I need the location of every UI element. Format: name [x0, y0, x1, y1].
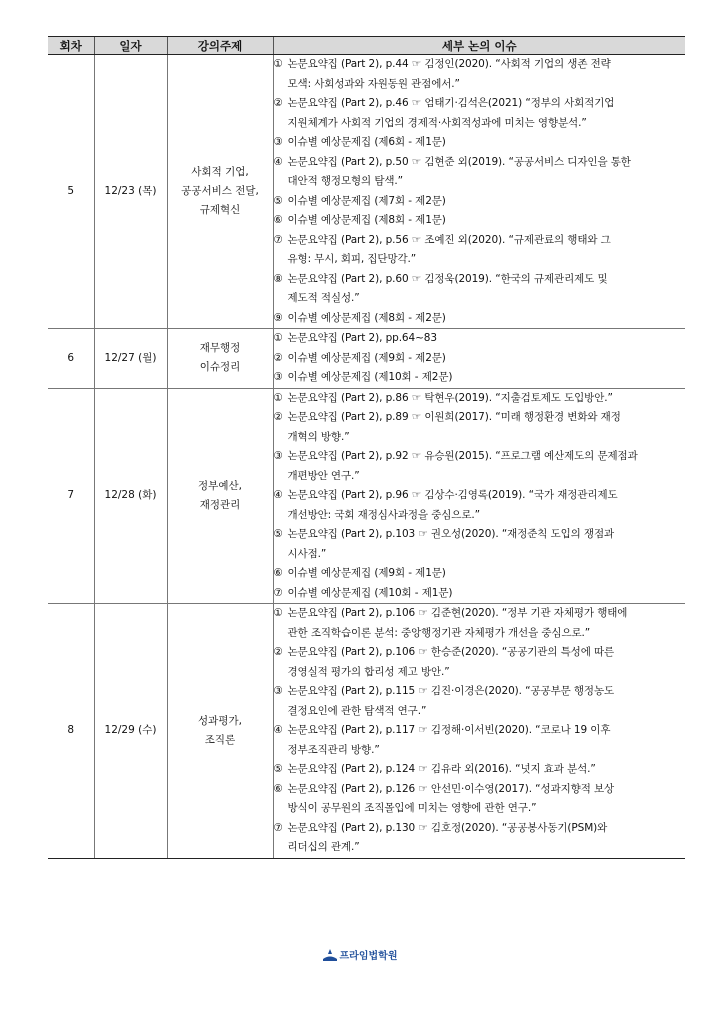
session-number: 7 [48, 388, 94, 604]
issue-text-line: 논문요약집 (Part 2), p.89 ☞ 이원희(2017). “미래 행정환경 변화와 재정 [287, 411, 621, 423]
issue-marker: ① [273, 332, 283, 344]
issue-text [288, 760, 686, 780]
issue-item [274, 94, 686, 133]
issue-item [274, 682, 686, 721]
issue-marker: ③ [273, 685, 283, 697]
issue-list [273, 604, 685, 859]
issue-text [288, 55, 686, 94]
session-topic [167, 329, 273, 389]
issue-text [288, 231, 686, 270]
header-date: 일자 [94, 37, 167, 55]
issue-item [274, 584, 686, 604]
issue-marker: ⑥ [273, 214, 283, 226]
issue-text-line: 리더십의 관계.” [287, 841, 360, 853]
issue-text [288, 349, 686, 369]
table-row [48, 604, 685, 859]
issue-item [274, 329, 686, 349]
session-number: 6 [48, 329, 94, 389]
issue-text-line: 논문요약집 (Part 2), p.115 ☞ 김진·이경은(2020). “공공부문 행정농도 [287, 685, 615, 697]
issue-marker: ④ [273, 155, 283, 168]
issue-text-line: 개혁의 방향.” [287, 430, 350, 443]
issue-text [288, 584, 686, 604]
issue-text [288, 643, 686, 682]
issue-item [274, 211, 686, 231]
lecture-schedule-table [48, 36, 685, 859]
header-topic: 강의주제 [167, 37, 273, 55]
issue-marker: ④ [273, 489, 283, 501]
issue-marker: ⑤ [273, 763, 283, 775]
topic-line: 재정관리 [199, 498, 241, 511]
issue-text [288, 368, 686, 388]
session-topic [167, 55, 273, 329]
issue-text [288, 525, 686, 564]
issue-text [288, 564, 686, 584]
issue-item [274, 309, 686, 329]
issue-text [288, 94, 686, 133]
issue-text-line: 정부조직관리 방향.” [287, 743, 380, 756]
topic-line: 사회적 기업, [191, 166, 249, 178]
issue-text-line: 논문요약집 (Part 2), pp.64~83 [287, 332, 437, 344]
issue-text [288, 721, 686, 760]
session-date: 12/28 (화) [94, 388, 167, 604]
issue-marker: ⑥ [273, 782, 283, 795]
header-issues: 세부 논의 이슈 [273, 37, 685, 55]
session-topic [167, 388, 273, 604]
session-number: 5 [48, 55, 94, 329]
issue-text-line: 지원체계가 사회적 기업의 경제적·사회적성과에 미치는 영향분석.” [287, 116, 587, 129]
issue-item [274, 408, 686, 447]
issue-marker: ③ [273, 450, 283, 462]
issue-marker: ⑤ [273, 528, 283, 540]
issue-marker: ① [273, 58, 283, 70]
issue-marker: ③ [273, 371, 283, 383]
issue-text-line: 개선방안: 국회 재정심사과정을 중심으로.” [287, 508, 480, 521]
issue-text-line: 논문요약집 (Part 2), p.86 ☞ 탁현우(2019). “지출검토제도 도입방안.” [287, 391, 613, 404]
issue-text-line: 대안적 행정모형의 탐색.” [287, 175, 403, 187]
issue-marker: ⑤ [273, 194, 283, 207]
issue-text-line: 논문요약집 (Part 2), p.103 ☞ 권오성(2020). “재정준칙 도입의 쟁점과 [287, 528, 615, 540]
issue-text-line: 유형: 무시, 회피, 집단망각.” [287, 253, 417, 265]
issue-text-line: 이슈별 예상문제집 (제7회 - 제2문) [287, 194, 446, 207]
session-date: 12/29 (수) [94, 604, 167, 859]
issue-text-line: 이슈별 예상문제집 (제10회 - 제2문) [287, 371, 453, 383]
issue-marker: ⑦ [273, 233, 283, 246]
issue-text-line: 모색: 사회성과와 자원동원 관점에서.” [287, 77, 460, 90]
issue-marker: ② [273, 646, 283, 658]
header-session: 회차 [48, 37, 94, 55]
issue-text-line: 관한 조직학습이론 분석: 중앙행정기관 자체평가 개선을 중심으로.” [287, 626, 591, 639]
issue-item [274, 780, 686, 819]
issue-marker: ① [273, 607, 283, 619]
topic-line: 규제혁신 [199, 204, 241, 216]
session-date: 12/27 (월) [94, 329, 167, 389]
issue-marker: ② [273, 97, 283, 109]
issue-text-line: 논문요약집 (Part 2), p.126 ☞ 안선민·이수영(2017). “성과지향적 보상 [287, 782, 615, 795]
issue-item [274, 721, 686, 760]
issue-item [274, 270, 686, 309]
issue-marker: ⑧ [273, 272, 283, 285]
issue-marker: ⑥ [273, 567, 283, 579]
issue-text-line: 결정요인에 관한 탐색적 연구.” [287, 704, 427, 717]
issue-text-line: 논문요약집 (Part 2), p.96 ☞ 김상수·김영록(2019). “국가 재정관리제도 [287, 489, 618, 501]
issue-list [273, 55, 685, 329]
issue-text [288, 780, 686, 819]
issue-text [288, 211, 686, 231]
issue-item [274, 133, 686, 153]
issue-text-line: 논문요약집 (Part 2), p.124 ☞ 김유라 외(2016). “넛지 효과 분석.” [287, 763, 596, 775]
issue-text-line: 이슈별 예상문제집 (제8회 - 제1문) [287, 214, 446, 226]
table-row [48, 329, 685, 389]
session-date: 12/23 (목) [94, 55, 167, 329]
issue-text [288, 447, 686, 486]
issue-marker: ⑦ [273, 586, 283, 599]
issue-item [274, 604, 686, 643]
issue-text-line: 논문요약집 (Part 2), p.56 ☞ 조예진 외(2020). “규제관료의 행태와 그 [287, 233, 611, 246]
issue-text [288, 133, 686, 153]
issue-text [288, 192, 686, 212]
issue-text [288, 309, 686, 329]
topic-line: 정부예산, [198, 479, 242, 492]
issue-item [274, 368, 686, 388]
issue-text-line: 이슈별 예상문제집 (제6회 - 제1문) [287, 136, 446, 148]
issue-text [288, 270, 686, 309]
issue-text [288, 153, 686, 192]
issue-text-line: 방식이 공무원의 조직몰입에 미치는 영향에 관한 연구.” [287, 802, 537, 814]
issue-text [288, 682, 686, 721]
issue-text [288, 408, 686, 447]
issue-item [274, 349, 686, 369]
issue-item [274, 564, 686, 584]
issue-item [274, 231, 686, 270]
issue-text-line: 논문요약집 (Part 2), p.60 ☞ 김정욱(2019). “한국의 규제관리제도 및 [287, 272, 608, 285]
issue-list [273, 329, 685, 389]
issue-item [274, 192, 686, 212]
issue-text-line: 논문요약집 (Part 2), p.44 ☞ 김정인(2020). “사회적 기업의 생존 전략 [287, 58, 611, 70]
issue-item [274, 760, 686, 780]
issue-text [288, 389, 686, 409]
issue-text-line: 시사점.” [287, 547, 327, 560]
issue-marker: ② [273, 411, 283, 423]
issue-marker: ① [273, 391, 283, 404]
issue-item [274, 525, 686, 564]
issue-text-line: 논문요약집 (Part 2), p.92 ☞ 유승원(2015). “프로그램 예산제도의 문제점과 [287, 450, 638, 462]
session-number: 8 [48, 604, 94, 859]
issue-text-line: 논문요약집 (Part 2), p.117 ☞ 김정해·이서빈(2020). “코로나 19 이후 [287, 724, 611, 736]
issue-item [274, 643, 686, 682]
academy-logo-icon [323, 949, 337, 964]
issue-text-line: 이슈별 예상문제집 (제9회 - 제2문) [287, 351, 446, 364]
issue-text-line: 제도적 적실성.” [287, 292, 360, 304]
issue-item [274, 55, 686, 94]
issue-item [274, 447, 686, 486]
issue-text-line: 이슈별 예상문제집 (제9회 - 제1문) [287, 567, 446, 579]
footer-brand: 프라임법학원 [339, 951, 398, 962]
issue-text-line: 논문요약집 (Part 2), p.106 ☞ 김준현(2020). “정부 기관 자체평가 행태에 [287, 607, 628, 619]
issue-text-line: 경영실적 평가의 합리성 제고 방안.” [287, 665, 450, 678]
issue-text [288, 329, 686, 349]
table-body [48, 55, 685, 859]
session-topic [167, 604, 273, 859]
issue-text-line: 논문요약집 (Part 2), p.106 ☞ 한승준(2020). “공공기관의 특성에 따른 [287, 646, 615, 658]
issue-marker: ⑨ [273, 311, 283, 324]
issue-text [288, 486, 686, 525]
issue-item [274, 389, 686, 409]
issue-marker: ⑦ [273, 821, 283, 834]
issue-text-line: 이슈별 예상문제집 (제10회 - 제1문) [287, 586, 453, 599]
issue-text-line: 이슈별 예상문제집 (제8회 - 제2문) [287, 311, 446, 324]
issue-marker: ③ [273, 136, 283, 148]
issue-text [288, 819, 686, 858]
table-row [48, 55, 685, 329]
table-row [48, 388, 685, 604]
topic-line: 조직론 [204, 733, 236, 746]
issue-marker: ④ [273, 724, 283, 736]
issue-text [288, 604, 686, 643]
topic-line: 성과평가, [198, 714, 242, 727]
issue-item [274, 153, 686, 192]
issue-list [273, 388, 685, 604]
issue-text-line: 개편방안 연구.” [287, 469, 360, 482]
topic-line: 이슈정리 [199, 361, 241, 374]
table-header [48, 37, 685, 55]
issue-text-line: 논문요약집 (Part 2), p.50 ☞ 김현준 외(2019). “공공서비스 디자인을 통한 [287, 155, 631, 168]
issue-item [274, 486, 686, 525]
topic-line: 공공서비스 전달, [181, 185, 259, 197]
issue-item [274, 819, 686, 858]
issue-marker: ② [273, 351, 283, 364]
issue-text-line: 논문요약집 (Part 2), p.46 ☞ 엄태기·김석은(2021) “정부의 사회적기업 [287, 97, 615, 109]
issue-text-line: 논문요약집 (Part 2), p.130 ☞ 김호정(2020). “공공봉사동기(PSM)와 [287, 821, 608, 834]
footer [0, 947, 720, 964]
topic-line: 재무행정 [199, 342, 241, 355]
